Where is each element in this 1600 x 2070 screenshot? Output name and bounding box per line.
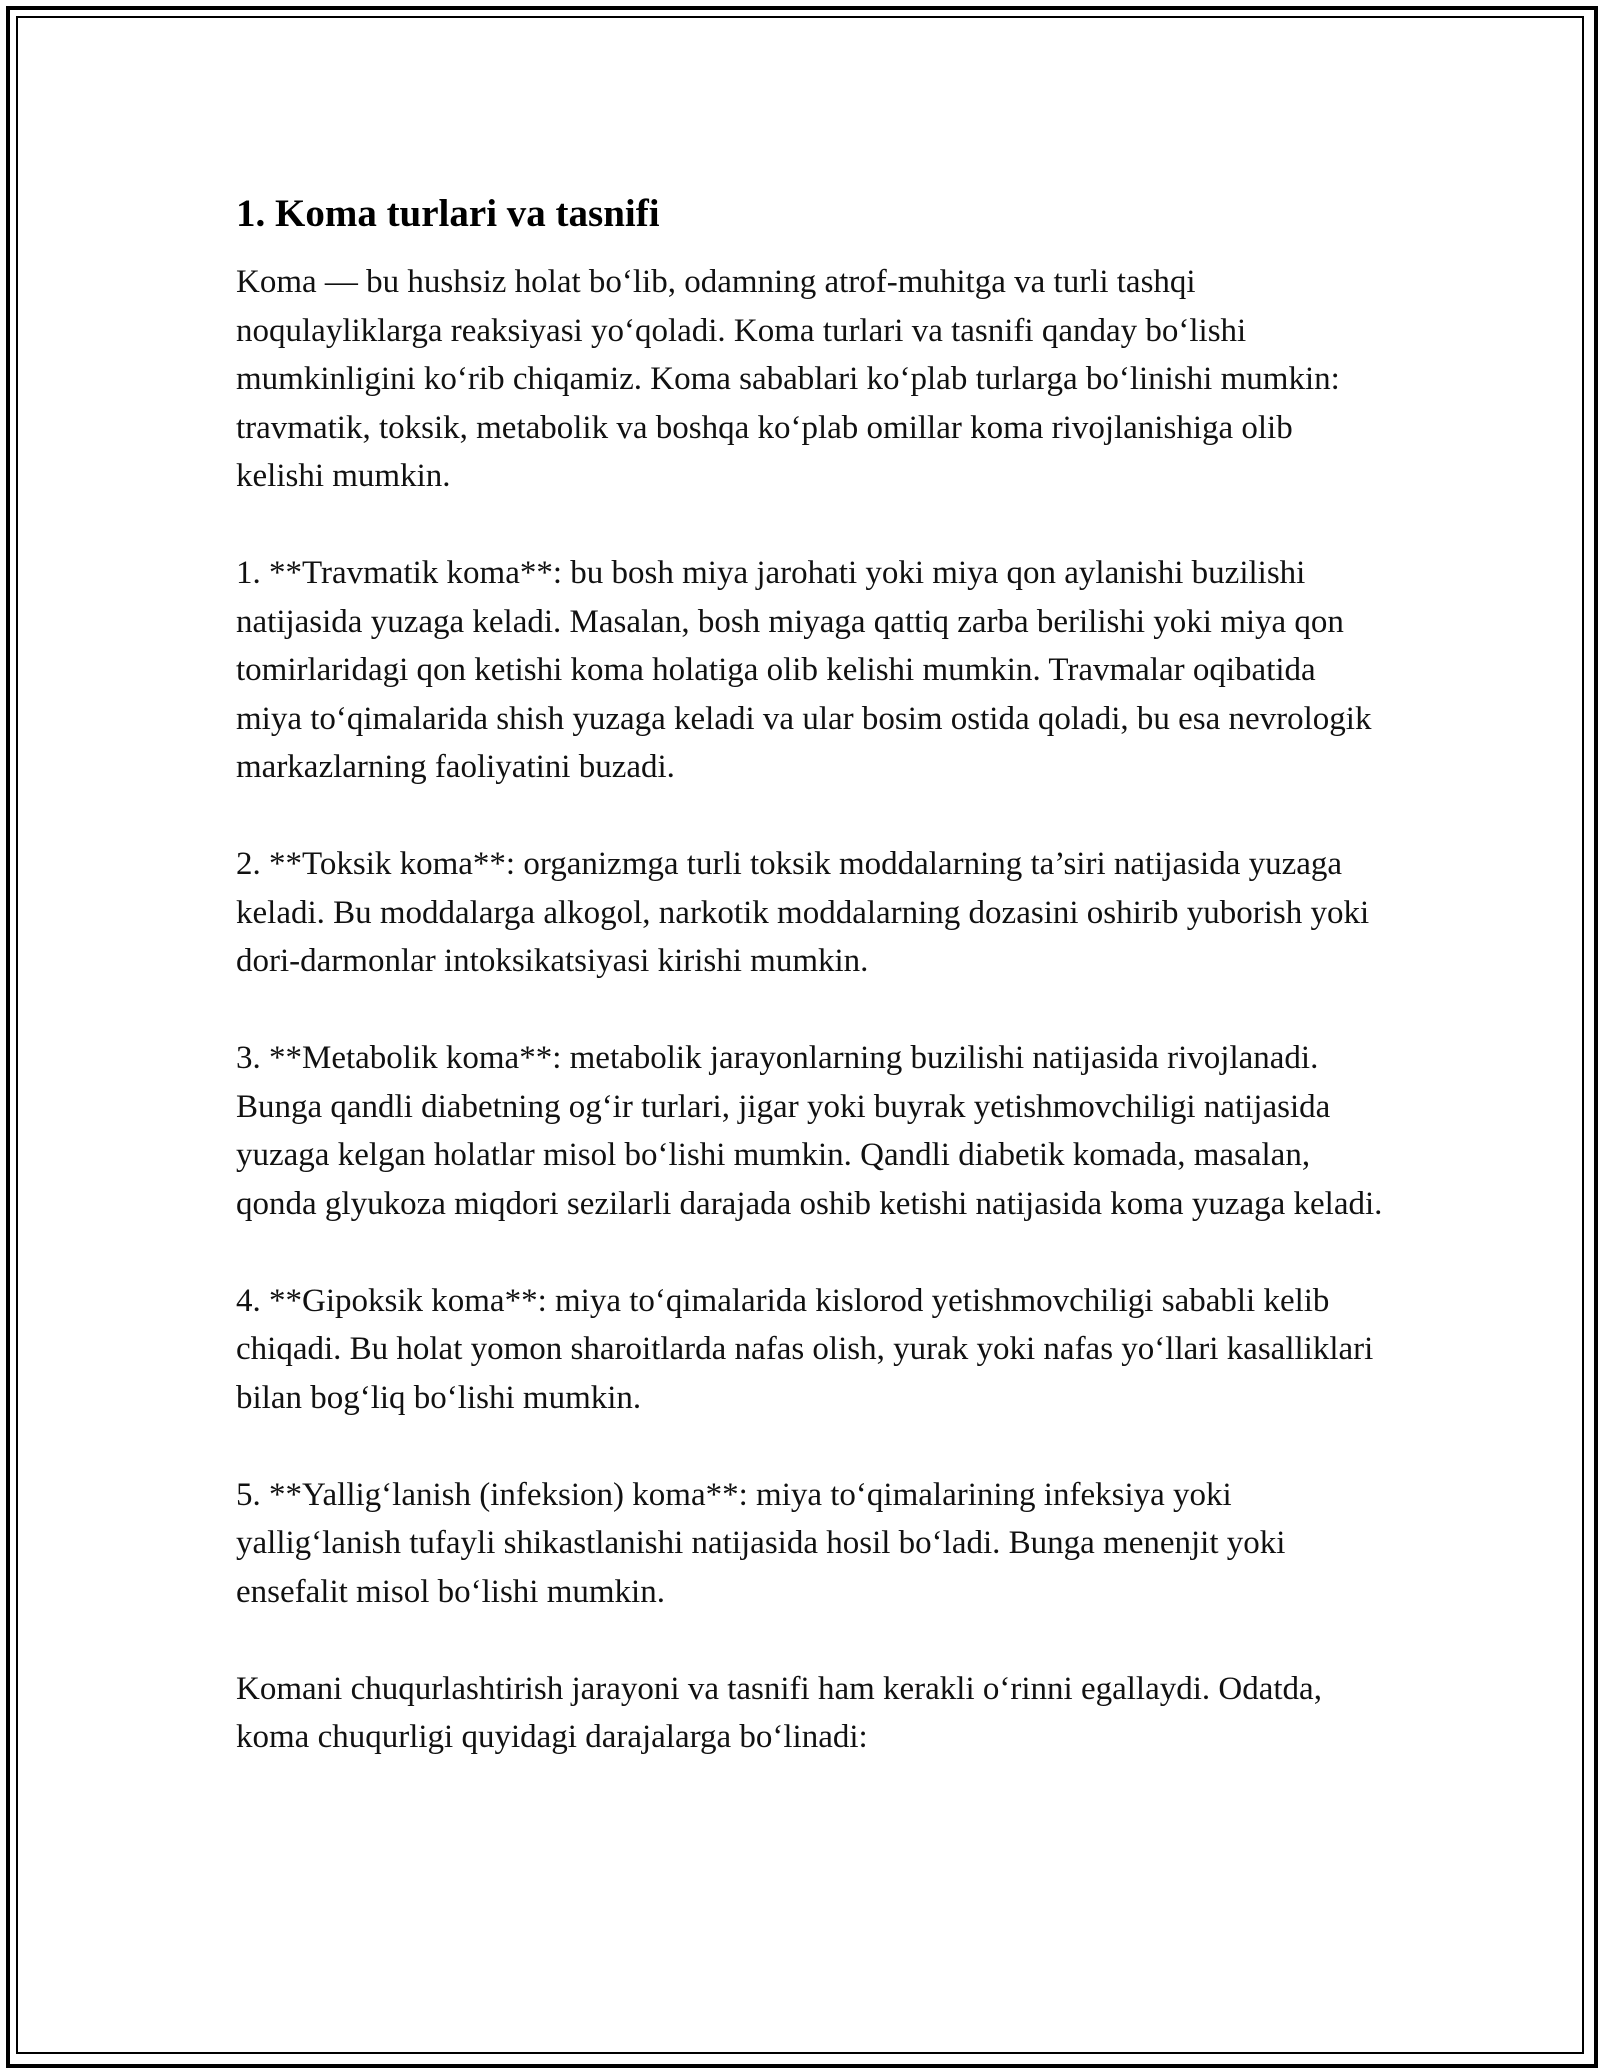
section-heading: 1. Koma turlari va tasnifi xyxy=(236,192,660,235)
paragraph-toxic-coma: 2. **Toksik koma**: organizmga turli toksik moddalarning ta’siri natijasida yuzaga keladi. Bu moddalarga alkogol, narkotik moddalarning dozasini oshirib yuborish yoki dori-darmonlar intoksikatsiyasi kirishi mumkin. xyxy=(236,846,1370,979)
paragraph-traumatic-coma: 1. **Travmatik koma**: bu bosh miya jarohati yoki miya qon aylanishi buzilishi natijasida yuzaga keladi. Masalan, bosh miyaga qattiq zarba berilishi yoki miya qon tomirlaridagi qon ketishi koma holatiga olib kelishi mumkin. Travmalar oqibatida miya to‘qimalarida shish yuzaga keladi va ular bosim ostida qoladi, bu esa nevrologik markazlarning faoliyatini buzadi. xyxy=(236,555,1372,785)
paragraph-infectious-coma: 5. **Yallig‘lanish (infeksion) koma**: miya to‘qimalarining infeksiya yoki yallig‘lanish tufayli shikastlanishi natijasida hosil bo‘ladi. Bunga menenjit yoki ensefalit misol bo‘lishi mumkin. xyxy=(236,1476,1286,1610)
paragraph-metabolic-coma: 3. **Metabolik koma**: metabolik jarayonlarning buzilishi natijasida rivojlanadi. Bunga qandli diabetning og‘ir turlari, jigar yoki buyrak yetishmovchiligi natijasida yuzaga kelgan holatlar misol bo‘lishi mumkin. Qandli diabetik komada, masalan, qonda glyukoza miqdori sezilarli darajada oshib ketishi natijasida koma yuzaga keladi. xyxy=(236,1040,1383,1222)
document-body xyxy=(236,186,1386,1810)
intro-paragraph: Koma — bu hushsiz holat bo‘lib, odamning atrof-muhitga va turli tashqi noqulayliklarga reaksiyasi yo‘qoladi. Koma turlari va tasnifi qanday bo‘lishi mumkinligini ko‘rib chiqamiz. Koma sabablari ko‘plab turlarga bo‘linishi mumkin: travmatik, toksik, metabolik va boshqa ko‘plab omillar koma rivojlanishiga olib kelishi mumkin. xyxy=(236,264,1340,494)
paragraph-hypoxic-coma: 4. **Gipoksik koma**: miya to‘qimalarida kislorod yetishmovchiligi sababli kelib chiqadi. Bu holat yomon sharoitlarda nafas olish, yurak yoki nafas yo‘llari kasalliklari bilan bog‘liq bo‘lishi mumkin. xyxy=(236,1282,1374,1416)
closing-paragraph: Komani chuqurlashtirish jarayoni va tasnifi ham kerakli o‘rinni egallaydi. Odatda, koma chuqurligi quyidagi darajalarga bo‘linadi: xyxy=(236,1670,1322,1755)
